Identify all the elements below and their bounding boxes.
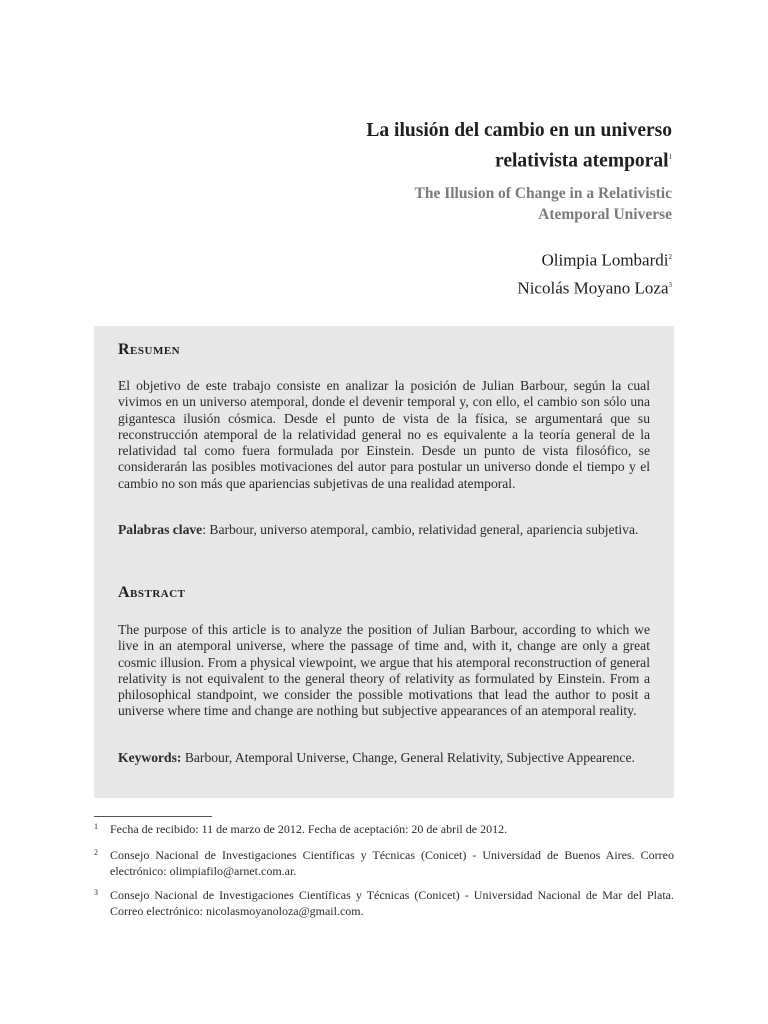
author-name: Nicolás Moyano Loza [517,278,669,298]
article-title [252,118,672,175]
title-line-2 [252,144,672,175]
subtitle-line-2: Atemporal Universe [538,206,672,223]
footnote [94,822,674,838]
footnote-number: 3 [94,888,98,897]
footnote-number: 1 [94,822,98,831]
author [252,245,672,273]
resumen-heading: Resumen [118,341,181,358]
author-footnote-ref[interactable]: 2 [668,253,672,261]
footnote-text: Consejo Nacional de Investigaciones Científicas y Técnicas (Conicet) - Universidad Nacional de Mar del Plata. Correo electrónico: nicolasmoyanoloza@gmail.com. [110,888,674,918]
subtitle-line-1: The Illusion of Change in a Relativistic [414,185,672,202]
abstract-keywords-text: Barbour, Atemporal Universe, Change, General Relativity, Subjective Appearence. [181,750,635,765]
resumen-keywords-label: Palabras clave [118,522,203,537]
article-subtitle [252,183,672,225]
author-name: Olimpia Lombardi [541,250,669,270]
abstract-heading: Abstract [118,584,186,601]
abstract-body: The purpose of this article is to analyze the position of Julian Barbour, according to which we live in an atemporal universe, where the passage of time and, with it, change are only a great cosmic illusion. From a physical viewpoint, we argue that his atemporal reconstruction of general relativity is not equivalent to the general theory of relativity as formulated by Einstein. From a philosophical standpoint, we consider the possible motivations that lead the author to posit a universe where time and change are nothing but subjective appearances of an atemporal reality. [118,622,650,719]
abstract-keywords-label: Keywords: [118,750,182,765]
title-line-1: La ilusión del cambio en un universo [366,120,672,141]
author [252,273,672,301]
author-list [252,245,672,300]
abstract-keywords [118,750,650,766]
resumen-keywords [118,522,650,538]
footnote-text: Consejo Nacional de Investigaciones Científicas y Técnicas (Conicet) - Universidad de Buenos Aires. Correo electrónico: olimpiafilo@arnet.com.ar. [110,848,674,878]
footnote-number: 2 [94,848,98,857]
footnote [94,848,674,879]
resumen-keywords-text: : Barbour, universo atemporal, cambio, relatividad general, apariencia subjetiva. [202,522,639,537]
author-footnote-ref[interactable]: 3 [668,280,672,289]
footnote-divider [94,816,212,817]
footnote [94,888,674,919]
resumen-body: El objetivo de este trabajo consiste en analizar la posición de Julian Barbour, según la cual vivimos en un universo atemporal, donde el devenir temporal y, con ello, el cambio son sólo una gigantesca ilusión cósmica. Desde el punto de vista de la física, se argumentará que su reconstrucción atemporal de la relatividad general no es equivalente a la teoría general de la relatividad tal como fuera formulada por Einstein. Desde un punto de vista filosófico, se considerarán las posibles motivaciones del autor para postular un universo donde el tiempo y el cambio no son más que apariencias subjetivas de una realidad atemporal. [118,378,650,491]
title-line-2-text: relativista atemporal [495,150,669,172]
footnote-text: Fecha de recibido: 11 de marzo de 2012. Fecha de aceptación: 20 de abril de 2012. [110,822,508,836]
title-footnote-ref[interactable]: 1 [668,153,672,161]
